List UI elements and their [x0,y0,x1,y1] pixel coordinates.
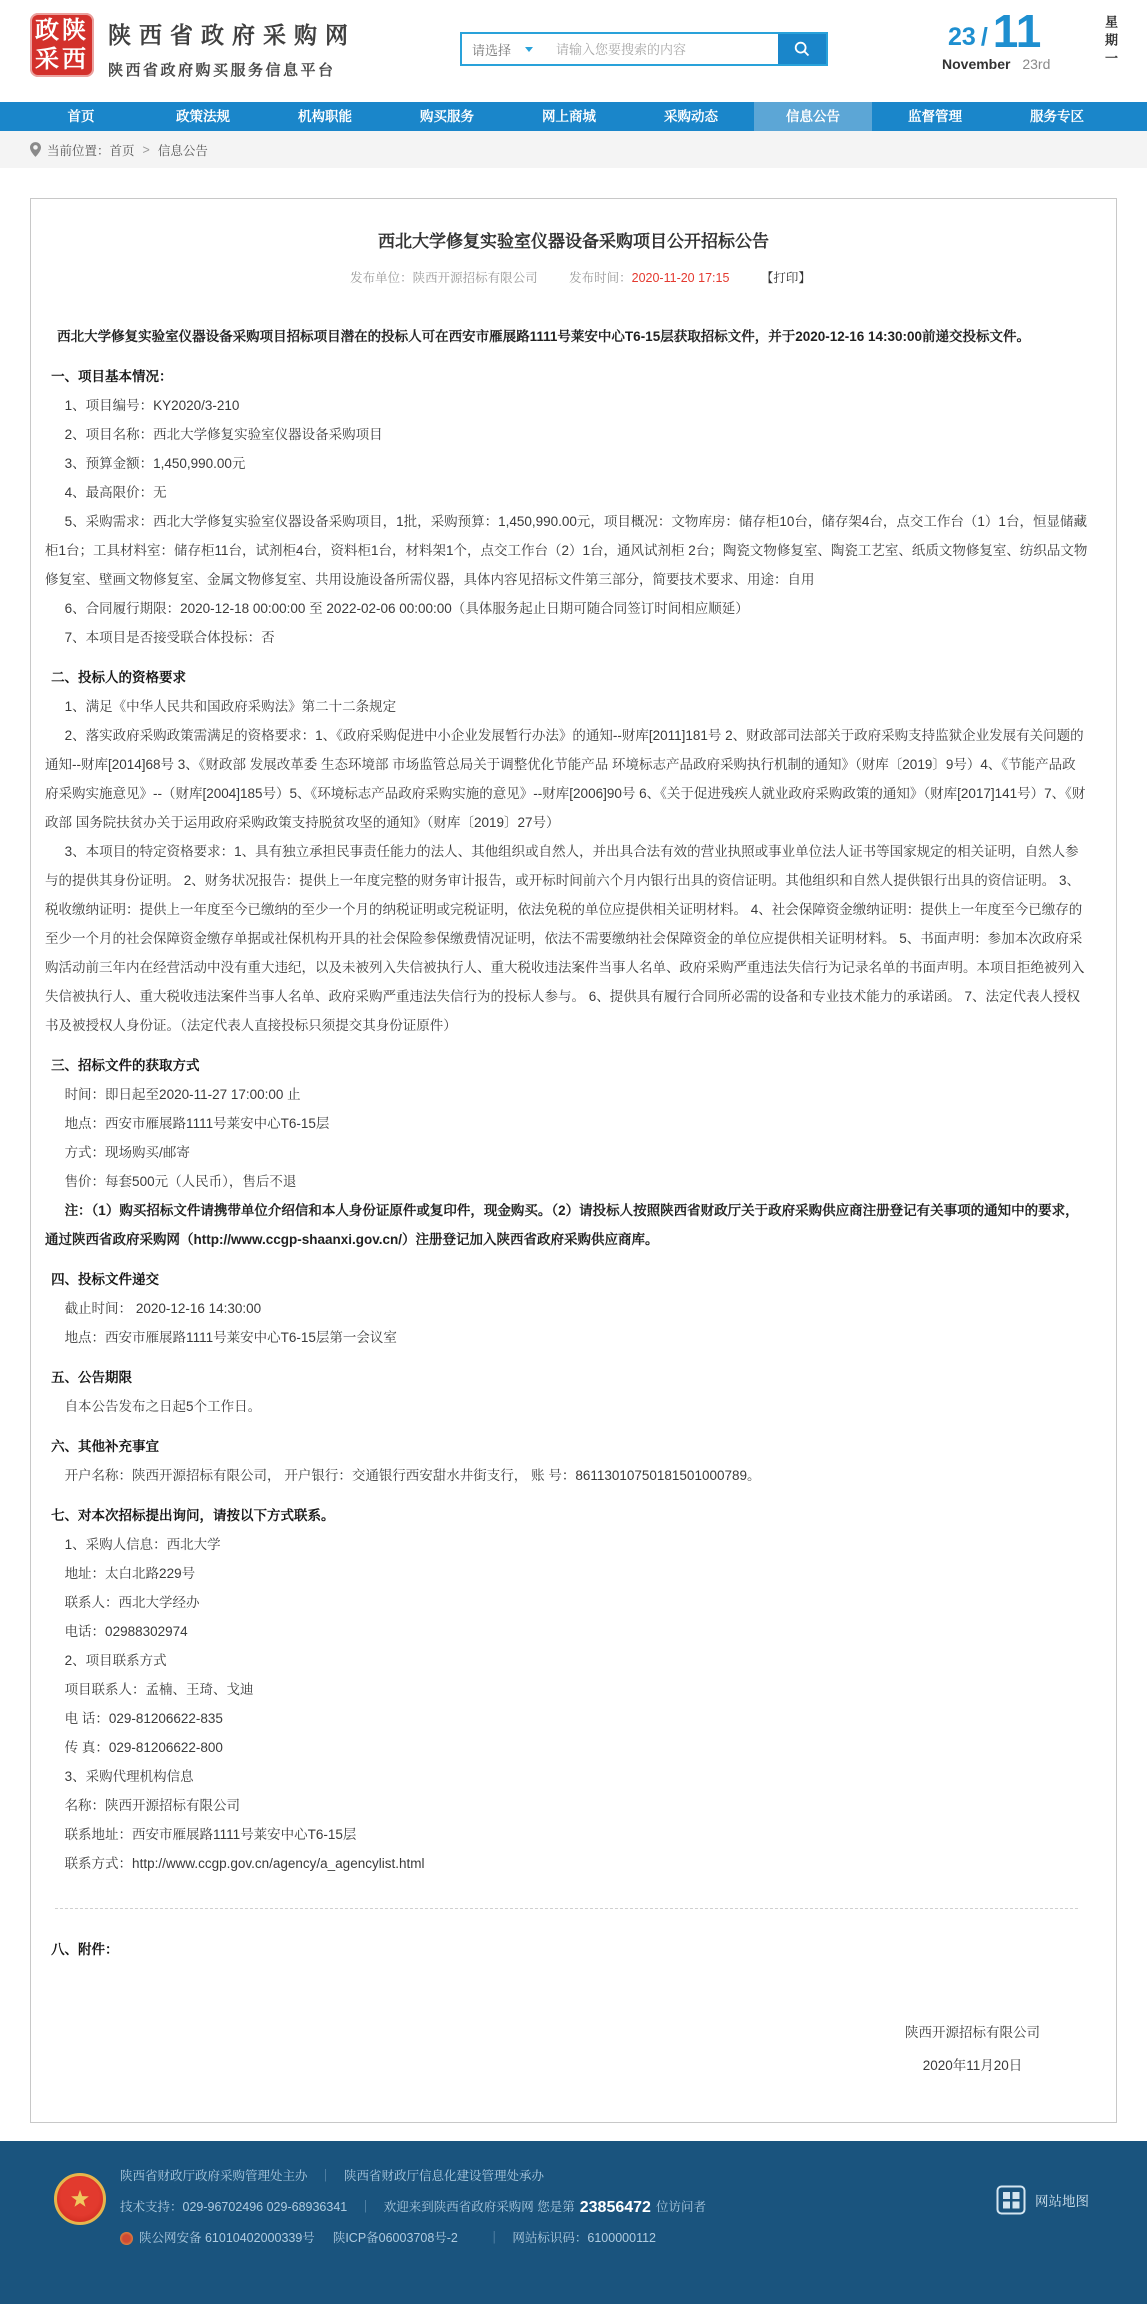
search-bar [460,32,828,66]
nav-item[interactable]: 信息公告 [754,102,872,131]
article-paragraph: 7、本项目是否接受联合体投标：否 [64,630,275,645]
article-paragraph: 三、招标文件的获取方式 [51,1058,200,1073]
article-paragraph: 六、其他补充事宜 [51,1439,160,1454]
date-subtext [938,56,1120,72]
date-day: 23 [948,23,976,51]
footer-row-support [120,2192,706,2223]
footer-separator: ｜ [359,2200,372,2214]
publisher [350,271,538,285]
footer-host-right: 陕西省财政厅信息化建设管理处承办 [344,2169,545,2183]
date-month-name: November [942,56,1011,72]
procurement-emblem-icon [54,2173,106,2225]
article-paragraph: 传 真：029-81206622-800 [64,1740,223,1755]
footer-separator: ｜ [487,2231,501,2245]
article-paragraph: 3、预算金额：1,450,990.00元 [64,456,246,471]
article-paragraph: 2、落实政府采购政策需满足的资格要求：1、《政府采购促进中小企业发展暂行办法》的通知--财库[2011]181号 2、财政部司法部关于政府采购支持监狱企业发展有关问题的通知--财库[2014]68号 3、《财政部 发展改革委 生态环境部 市场监管总局关于调整优化节能产品 环境标志产品政府采购执行机制的通知》（财库〔2019〕9号）4、《节能产品政府采购实施意见》--（财库[2004]185号）5、《环境标志产品政府采购实施的意见》--财库[2006]90号 6、《关于促进残疾人就业政府采购政策的通知》（财库[2017]141号）7、《财政部 国务院扶贫办关于运用政府采购政策支持脱贫攻坚的通知》（财库〔2019〕27号） [45,728,1086,830]
article-paragraph: 五、公告期限 [51,1370,133,1385]
nav-item[interactable]: 网上商城 [542,109,596,124]
article-paragraph: 联系地址：西安市雁展路1111号莱安中心T6-15层 [64,1827,357,1842]
article-paragraph: 注：（1）购买招标文件请携带单位介绍信和本人身份证原件或复印件，现金购买。（2）请投标人按照陕西省财政厅关于政府采购供应商注册登记有关事项的通知中的要求，通过陕西省政府采购网（http://www.ccgp-shaanxi.gov.cn/）注册登记加入陕西省政府采购供应商库。 [45,1203,1079,1247]
article-paragraph: 地点：西安市雁展路1111号莱安中心T6-15层 [64,1116,330,1131]
footer-separator: ｜ [319,2169,333,2183]
article-paragraph: 七、对本次招标提出询问，请按以下方式联系。 [51,1508,335,1523]
announcement-meta [31,268,1116,286]
public-security-badge-icon [120,2232,133,2245]
visitor-count: 23856472 [579,2199,651,2216]
article-paragraph: 项目联系人：孟楠、王琦、戈迪 [64,1682,254,1697]
article-paragraph: 2、项目名称：西北大学修复实验室仪器设备采购项目 [64,427,383,442]
search-button[interactable] [778,34,826,64]
footer-welcome-suffix: 位访问者 [655,2200,706,2214]
article-paragraph: 6、合同履行期限：2020-12-18 00:00:00 至 2022-02-06 00:00:00（具体服务起止日期可随合同签订时间相应顺延） [64,601,749,616]
search-select-label: 请选择 [472,42,512,58]
publish-time [569,271,729,285]
sitemap-label: 网站地图 [1035,2194,1089,2209]
search-input[interactable] [548,34,778,64]
article-paragraph: 联系人：西北大学经办 [64,1595,200,1610]
article-paragraph: 5、采购需求：西北大学修复实验室仪器设备采购项目，1批，采购预算：1,450,990.00元，项目概况：文物库房：储存柜10台，储存架4台，点交工作台（1）1台，恒显储藏柜1台；工具材料室：储存柜11台，试剂柜4台，资料柜1台，材料架1个，点交工作台（2）1台，通风试剂柜 2台；陶瓷文物修复室、陶瓷工艺室、纸质文物修复室、纺织品文物修复室、壁画文物修复室、金属文物修复室、共用设施设备所需仪器，具体内容见招标文件第三部分，简要技术要求、用途：自用 [45,514,1088,587]
gongan-beian-link[interactable]: 陕公网安备 61010402000339号 [139,2231,315,2245]
nav-item[interactable]: 首页 [67,109,95,124]
signature-date: 2020年11月20日 [922,2058,1023,2073]
article-paragraph: 1、采购人信息：西北大学 [64,1537,221,1552]
footer-tech-support: 技术支持：029-96702496 029-68936341 [120,2200,348,2214]
article-paragraph: 电 话：029-81206622-835 [64,1711,223,1726]
publisher-label: 发布单位： [350,271,413,285]
icp-beian-link[interactable]: 陕ICP备06003708号-2 [332,2231,458,2245]
site-subtitle: 陕西省政府购买服务信息平台 [108,62,336,79]
date-weekday: 星期一 [1103,15,1118,69]
article-paragraph: 二、投标人的资格要求 [51,670,187,685]
signature-inner [905,2016,1040,2082]
nav-item[interactable]: 购买服务 [420,109,474,124]
site-logo[interactable] [30,13,94,77]
article-paragraph: 自本公告发布之日起5个工作日。 [64,1399,262,1414]
location-pin-icon [30,142,41,157]
breadcrumb-separator: > [142,142,150,157]
breadcrumb [0,131,1147,168]
breadcrumb-location-label: 当前位置： [47,143,110,158]
footer-text [120,2161,706,2254]
site-title: 陕西省政府采购网 [108,22,356,48]
article-paragraph: 方式：现场购买/邮寄 [64,1145,190,1160]
breadcrumb-home-link[interactable]: 首页 [109,143,135,158]
article-paragraph: 截止时间： 2020-12-16 14:30:00 [64,1301,262,1316]
breadcrumb-current-link[interactable]: 信息公告 [157,143,208,158]
main-navigation [0,102,1147,131]
article-paragraph: 电话：02988302974 [64,1624,188,1639]
announcement-body [31,286,1116,1964]
article-paragraph: 4、最高限价：无 [64,485,167,500]
nav-item[interactable]: 监督管理 [908,109,962,124]
article-paragraph: 八、附件： [51,1942,119,1957]
date-separator: / [980,23,988,51]
article-paragraph: 售价：每套500元（人民币），售后不退 [64,1174,297,1189]
print-button[interactable]: 【打印】 [760,271,811,285]
article-paragraph: 四、投标文件递交 [51,1272,160,1287]
signature-company: 陕西开源招标有限公司 [905,2025,1040,2040]
announcement-card [30,198,1117,2123]
logo-text-line2: 采西 [35,46,89,73]
date-widget [938,5,1120,88]
site-code: 网站标识码：6100000112 [512,2231,656,2245]
publisher-value: 陕西开源招标有限公司 [412,271,538,285]
article-paragraph: 地点：西安市雁展路1111号莱安中心T6-15层第一会议室 [64,1330,397,1345]
publish-time-value: 2020-11-20 17:15 [631,271,730,285]
search-icon [793,40,811,58]
nav-item[interactable]: 政策法规 [176,109,230,124]
chevron-down-icon [525,47,533,52]
site-header [0,0,1147,102]
date-month-number: 11 [992,5,1042,57]
article-paragraph: 3、本项目的特定资格要求：1、具有独立承担民事责任能力的法人、其他组织或自然人，并出具合法有效的营业执照或事业单位法人证书等国家规定的相关证明，自然人参与的提供其身份证明。 2、财务状况报告：提供上一年度完整的财务审计报告，或开标时间前六个月内银行出具的资信证明。其他组织和自然人提供银行出具的资信证明。 3、税收缴纳证明：提供上一年度至今已缴纳的至少一个月的纳税证明或完税证明，依法免税的单位应提供相关证明材料。 4、社会保障资金缴纳证明：提供上一年度至今已缴存的至少一个月的社会保障资金缴存单据或社保机构开具的社会保险参保缴费情况证明，依法不需要缴纳社会保障资金的单位应提供相关证明材料。 5、书面声明：参加本次政府采购活动前三年内在经营活动中没有重大违纪，以及未被列入失信被执行人、重大税收违法案件当事人名单、政府采购严重违法失信行为记录名单的书面声明。本项目拒绝被列入失信被执行人、重大税收违法案件当事人名单、政府采购严重违法失信行为的投标人参与。 6、提供具有履行合同所必需的设备和专业技术能力的承诺函。 7、法定代表人授权书及被授权人身份证。（法定代表人直接投标只须提交其身份证原件） [45,844,1085,1033]
footer-welcome-prefix: 欢迎来到陕西省政府采购网 您是第 [383,2200,575,2214]
article-paragraph: 1、满足《中华人民共和国政府采购法》第二十二条规定 [64,699,397,714]
date-numbers [938,5,1120,57]
site-titles [108,17,356,80]
article-paragraph: 地址：太白北路229号 [64,1566,196,1581]
sitemap-grid-icon [996,2185,1026,2215]
sitemap-button[interactable] [996,2185,1089,2215]
article-paragraph: 名称：陕西开源招标有限公司 [64,1798,241,1813]
date-day-ordinal: 23rd [1022,56,1051,72]
nav-item[interactable]: 采购动态 [664,109,718,124]
article-paragraph: 1、项目编号：KY2020/3-210 [64,398,240,413]
footer-row-hosts [120,2161,706,2192]
search-category-select[interactable] [462,34,548,64]
nav-item[interactable]: 服务专区 [1030,109,1084,124]
article-paragraph: 联系方式：http://www.ccgp.gov.cn/agency/a_agencylist.html [64,1856,425,1871]
signature-block [31,2016,1116,2082]
article-paragraph [55,1908,1078,1909]
article-paragraph: 时间：即日起至2020-11-27 17:00:00 止 [64,1087,301,1102]
footer-host-left: 陕西省财政厅政府采购管理处主办 [120,2169,308,2183]
publish-time-label: 发布时间： [569,271,632,285]
article-paragraph: 3、采购代理机构信息 [64,1769,194,1784]
article-paragraph: 一、项目基本情况： [51,369,173,384]
article-paragraph: 2、项目联系方式 [64,1653,167,1668]
footer-row-beian [120,2223,706,2254]
announcement-title: 西北大学修复实验室仪器设备采购项目公开招标公告 [378,232,769,251]
article-paragraph: 西北大学修复实验室仪器设备采购项目招标项目潜在的投标人可在西安市雁展路1111号莱安中心T6-15层获取招标文件，并于2020-12-16 14:30:00前递交投标文件。 [57,329,1031,344]
logo-text-line1: 政陕 [35,17,89,44]
page-footer [0,2141,1147,2304]
article-paragraph: 开户名称：陕西开源招标有限公司， 开户银行：交通银行西安甜水井街支行， 账 号：86113010750181501000789。 [64,1468,761,1483]
nav-item[interactable]: 机构职能 [298,109,352,124]
